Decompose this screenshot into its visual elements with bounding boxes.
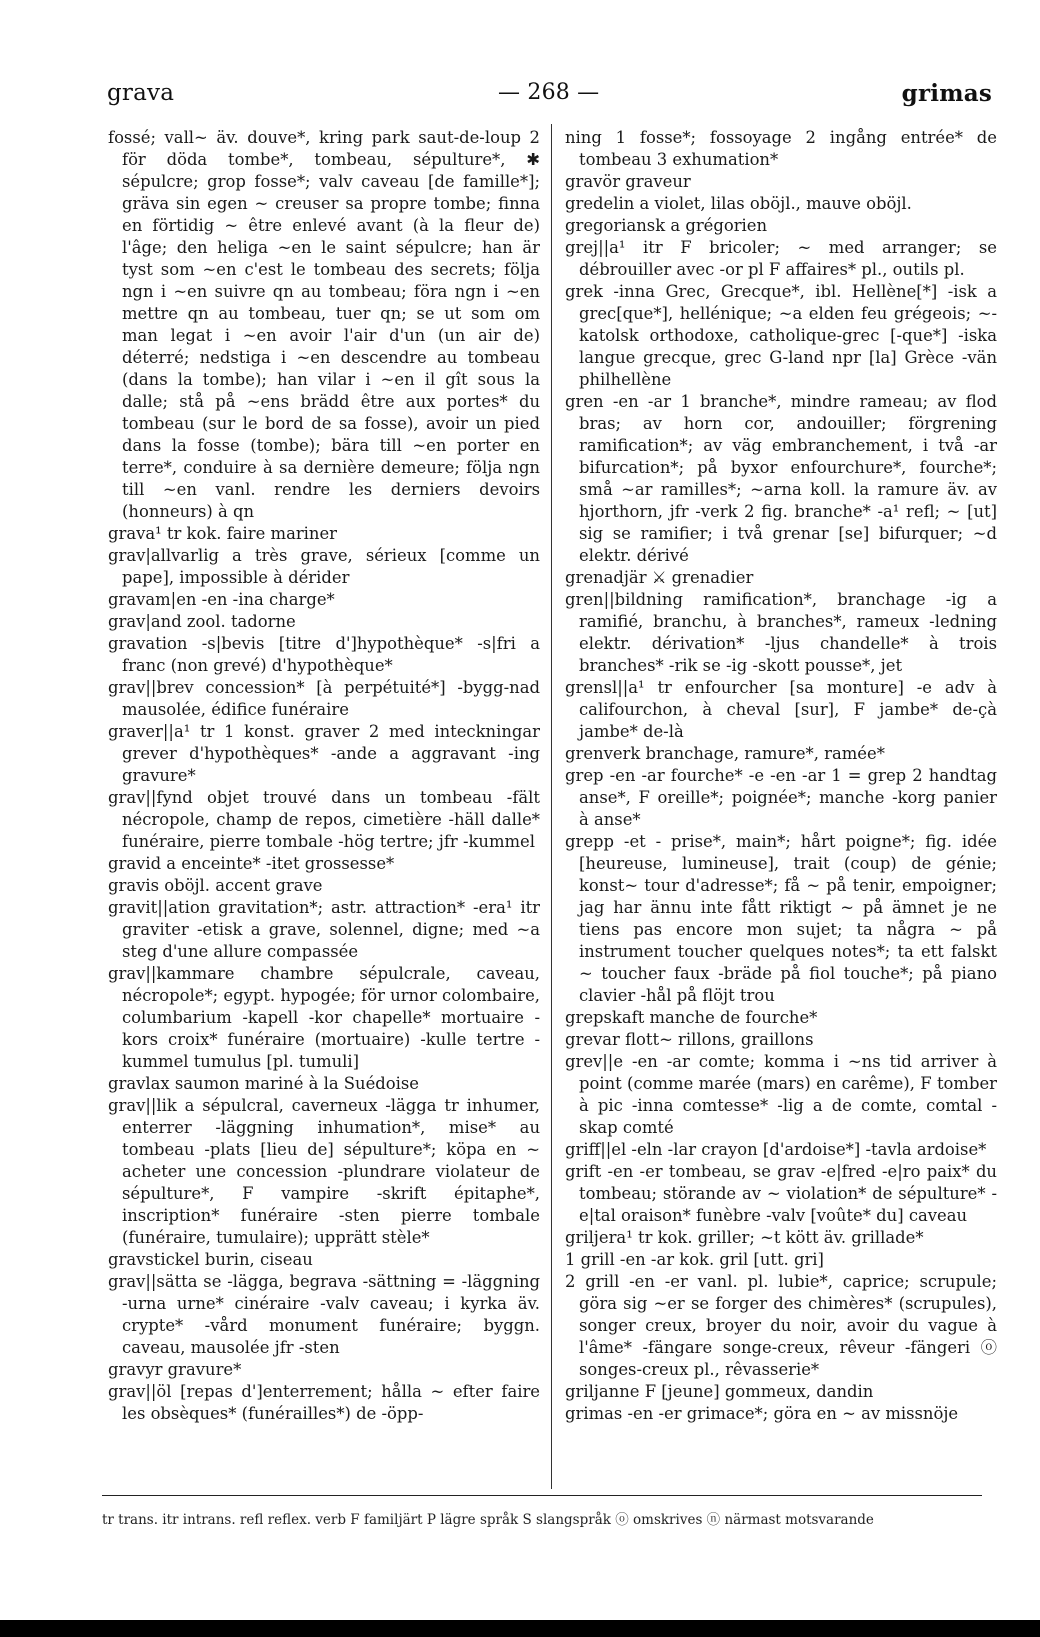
dictionary-entry: gravid a enceinte* -itet grossesse* bbox=[108, 854, 395, 873]
dictionary-entry: grava¹ tr kok. faire mariner bbox=[108, 524, 338, 543]
dictionary-entry: gredelin a violet, lilas oböjl., mauve oböjl. bbox=[565, 194, 912, 213]
dictionary-entry: gravation -s|bevis [titre d']hypothèque* -s|fri a franc (non grevé) d'hypothèque* bbox=[108, 634, 540, 675]
dictionary-entry: ning 1 fosse*; fossoyage 2 ingång entrée* de tombeau 3 exhumation* bbox=[565, 128, 997, 169]
dictionary-entry: grep -en -ar fourche* -e -en -ar 1 = grep 2 handtag anse*, F oreille*; poignée*; manche -korg panier à anse* bbox=[565, 766, 997, 829]
dictionary-entry: gren -en -ar 1 branche*, mindre rameau; av flod bras; av horn cor, andouiller; förgrening ramification*; av väg embranchement, i två -ar bifurcation*; på byxor enfourchure*, fourche*; små ~ar ramilles*; ~arna koll. la ramure äv. av hjorthorn, jfr -verk 2 fig. branche* -a¹ refl; ~ [ut] sig se ramifier; i två grenar [se] bifurquer; ~d elektr. dérivé bbox=[565, 392, 997, 565]
dictionary-entry: gravstickel burin, ciseau bbox=[108, 1250, 313, 1269]
dictionary-entry: griljera¹ tr kok. griller; ~t kött äv. grillade* bbox=[565, 1228, 924, 1247]
scan-border bbox=[0, 1620, 1040, 1637]
dictionary-entry: grav||kammare chambre sépulcrale, caveau, nécropole*; egypt. hypogée; för urnor colombaire, columbarium -kapell -kor chapelle* mortuaire -kors croix* funéraire (mortuaire) -kulle tertre -kummel tumulus [pl. tumuli] bbox=[108, 964, 540, 1071]
dictionary-entry: grav||brev concession* [à perpétuité*] -bygg-nad mausolée, édifice funéraire bbox=[108, 678, 540, 719]
dictionary-entry: grav||öl [repas d']enterrement; hålla ~ efter faire les obsèques* (funérailles*) de -öpp- bbox=[108, 1382, 540, 1423]
dictionary-entry: grev||e -en -ar comte; komma i ~ns tid arriver à point (comme marée (mars) en carême), F tomber à pic -inna comtesse* -lig a de comte, comtal -skap comté bbox=[565, 1052, 997, 1137]
dictionary-entry: grift -en -er tombeau, se grav -e|fred -e|ro paix* du tombeau; störande av ~ violation* de sépulture* -e|tal oraison* funèbre -valv [voûte* du] caveau bbox=[565, 1162, 997, 1225]
page-number: — 268 — bbox=[498, 80, 600, 105]
dictionary-entry: grensl||a¹ tr enfourcher [sa monture] -e adv à califourchon, à cheval [sur], F jambe* de-çà jambe* de-là bbox=[565, 678, 997, 741]
footer-rule bbox=[102, 1495, 982, 1496]
dictionary-entry: gravis oböjl. accent grave bbox=[108, 876, 323, 895]
guide-word-left: grava bbox=[107, 80, 175, 106]
dictionary-entry: grimas -en -er grimace*; göra en ~ av missnöje bbox=[565, 1404, 959, 1423]
right-column bbox=[565, 127, 997, 1487]
dictionary-entry: gravit||ation gravitation*; astr. attraction* -era¹ itr graviter -etisk a grave, solennel, digne; med ~a steg d'une allure compassée bbox=[108, 898, 540, 961]
dictionary-entry: gregoriansk a grégorien bbox=[565, 216, 768, 235]
dictionary-entry: grav|allvarlig a très grave, sérieux [comme un pape], impossible à dérider bbox=[108, 546, 540, 587]
dictionary-entry: grav||sätta se -lägga, begrava -sättning = -läggning -urna urne* cinéraire -valv caveau; i kyrka äv. crypte* -vård monument funéraire; byggn. caveau, mausolée jfr -sten bbox=[108, 1272, 540, 1357]
dictionary-entry: gravam|en -en -ina charge* bbox=[108, 590, 335, 609]
dictionary-entry: graver||a¹ tr 1 konst. graver 2 med inteckningar grever d'hypothèques* -ande a aggravant -ing gravure* bbox=[108, 722, 540, 785]
dictionary-entry: gren||bildning ramification*, branchage -ig a ramifié, branchu, à branches*, rameux -ledning elektr. dérivation* -ljus chandelle* à trois branches* -rik se -ig -skott pousse*, jet bbox=[565, 590, 997, 675]
column-divider bbox=[551, 124, 552, 1489]
dictionary-entry: 2 grill -en -er vanl. pl. lubie*, caprice; scrupule; göra sig ~er se forger des chimères* (scrupules), songer creux, broyer du noir, avoir du vague à l'âme* -fängare songe-creux, rêveur -fängeri ⓞ songes-creux pl., rêvasserie* bbox=[565, 1272, 997, 1379]
dictionary-entry: gravlax saumon mariné à la Suédoise bbox=[108, 1074, 420, 1093]
dictionary-entry: grav||fynd objet trouvé dans un tombeau -fält nécropole, champ de repos, cimetière -häll dalle* funéraire, pierre tombale -hög tertre; jfr -kummel bbox=[108, 788, 540, 851]
dictionary-entry: gravör graveur bbox=[565, 172, 691, 191]
dictionary-entry: grav||lik a sépulcral, caverneux -lägga tr inhumer, enterrer -läggning inhumation*, mise* au tombeau -plats [lieu de] sépulture*; köpa en ~ acheter une concession -plundrare violateur de sépulture*, F vampire -skrift épitaphe*, inscription* funéraire -sten pierre tombale (funéraire, tumulaire); upprätt stèle* bbox=[108, 1096, 540, 1247]
abbreviation-legend: tr trans. itr intrans. refl reflex. verb F familjärt P lägre språk S slangspråk ⓞ omskrives ⓝ närmast motsvarande bbox=[102, 1512, 874, 1528]
dictionary-entry: griljanne F [jeune] gommeux, dandin bbox=[565, 1382, 874, 1401]
dictionary-entry: fossé; vall~ äv. douve*, kring park saut-de-loup 2 för döda tombe*, tombeau, sépulture*, ✱ sépulcre; grop fosse*; valv caveau [de famille*]; gräva sin egen ~ creuser sa propre tombe; finna en förtidig ~ être enlevé avant (à la fleur de) l'âge; den heliga ~en le saint sépulcre; han är tyst som ~en c'est le tombeau des secrets; följa ngn i ~en suivre qn au tombeau; föra ngn i ~en mettre qn au tombeau, tuer qn; se ut som om man legat i ~en avoir l'air d'un (un air de) déterré; nedstiga i ~en descendre au tombeau (dans la tombe); han vilar i ~en il gît sous la dalle; stå på ~ens brädd être aux portes* du tombeau (sur le bord de sa fosse), avoir un pied dans la fosse (tombe); bära till ~en porter en terre*, conduire à sa dernière demeure; följa ngn till ~en vanl. rendre les derniers devoirs (honneurs) à qn bbox=[108, 128, 540, 521]
dictionary-entry: griff||el -eln -lar crayon [d'ardoise*] -tavla ardoise* bbox=[565, 1140, 987, 1159]
dictionary-entry: grek -inna Grec, Grecque*, ibl. Hellène[*] -isk a grec[que*], hellénique; ~a elden feu grégeois; ~-katolsk orthodoxe, catholique-grec [-que*] -iska langue grecque, grec G-land npr [la] Grèce -vän philhellène bbox=[565, 282, 997, 389]
dictionary-entry: grenadjär ⚔ grenadier bbox=[565, 568, 754, 587]
dictionary-entry: grepp -et - prise*, main*; hårt poigne*; fig. idée [heureuse, lumineuse], trait (coup) de génie; konst~ tour d'adresse*; få ~ på tenir, empoigner; jag har ännu inte fått riktigt ~ på ämnet je ne tiens pas encore mon sujet; ta några ~ på instrument toucher quelques notes*; ta ett falskt ~ toucher faux -bräde på fiol touche*; på piano clavier -hål på flöjt trou bbox=[565, 832, 997, 1005]
dictionary-entry: grav|and zool. tadorne bbox=[108, 612, 296, 631]
dictionary-entry: grej||a¹ itr F bricoler; ~ med arranger; se débrouiller avec -or pl F affaires* pl., outils pl. bbox=[565, 238, 997, 279]
dictionary-entry: gravyr gravure* bbox=[108, 1360, 242, 1379]
left-column bbox=[108, 127, 540, 1487]
guide-word-right: grimas bbox=[901, 80, 992, 107]
dictionary-entry: grepskaft manche de fourche* bbox=[565, 1008, 818, 1027]
dictionary-entry: grevar flott~ rillons, graillons bbox=[565, 1030, 814, 1049]
dictionary-entry: 1 grill -en -ar kok. gril [utt. gri] bbox=[565, 1250, 824, 1269]
dictionary-entry: grenverk branchage, ramure*, ramée* bbox=[565, 744, 885, 763]
